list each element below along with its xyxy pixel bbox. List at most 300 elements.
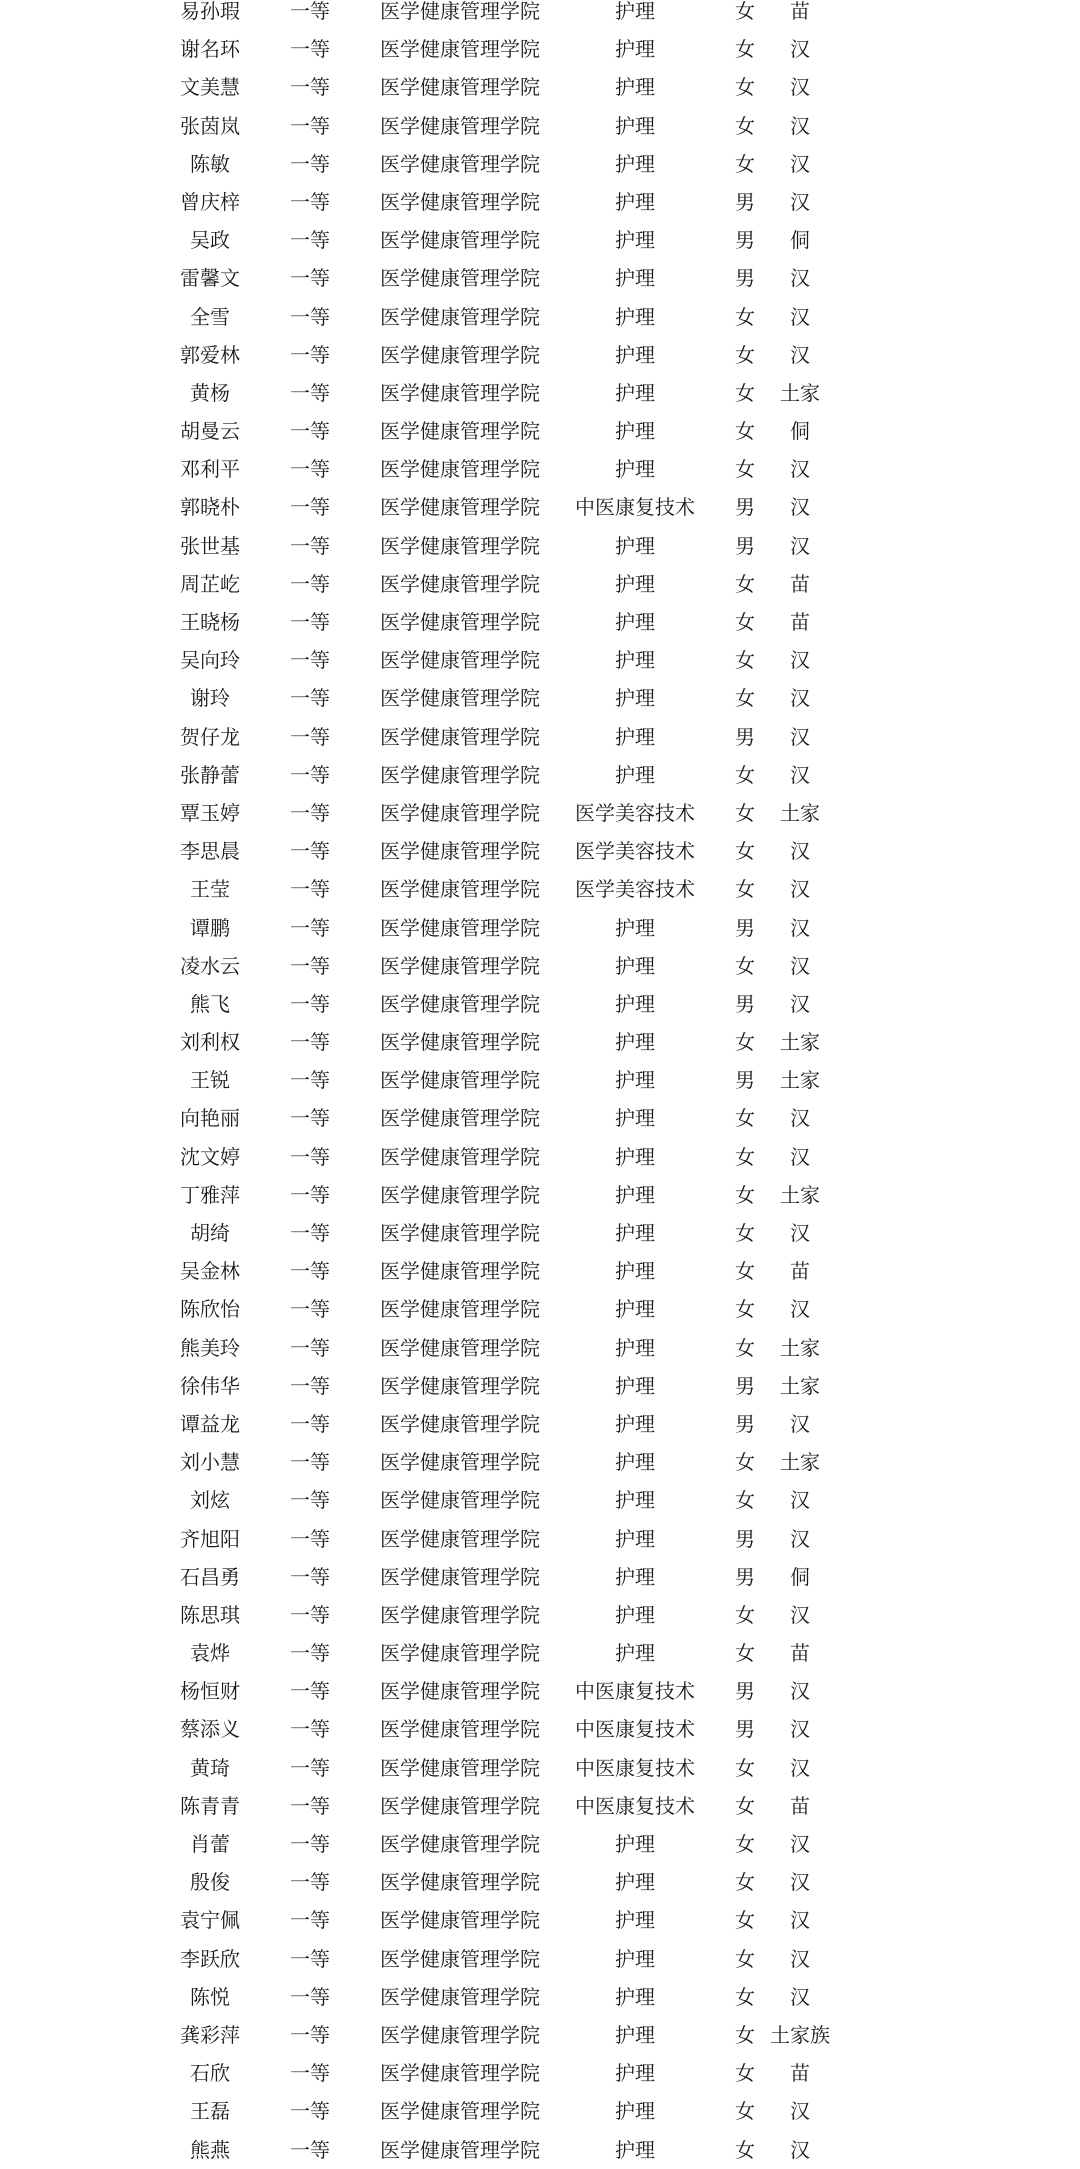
award-level: 一等 [290, 953, 330, 978]
ethnicity: 汉 [790, 991, 810, 1016]
gender: 男 [735, 724, 755, 749]
major-name: 护理 [615, 0, 655, 23]
student-name: 胡曼云 [180, 419, 240, 444]
gender: 女 [735, 1259, 755, 1284]
major-name: 医学美容技术 [575, 877, 695, 902]
student-name: 陈悦 [190, 1984, 230, 2009]
table-row [0, 2131, 1080, 2169]
award-level: 一等 [290, 1488, 330, 1513]
student-name: 熊美玲 [180, 1335, 240, 1360]
table-row [0, 259, 1080, 297]
ethnicity: 汉 [790, 953, 810, 978]
student-name: 袁宁佩 [180, 1908, 240, 1933]
table-row [0, 1214, 1080, 1252]
college-name: 医学健康管理学院 [380, 533, 540, 558]
major-name: 护理 [615, 1564, 655, 1589]
college-name: 医学健康管理学院 [380, 1564, 540, 1589]
student-name: 雷馨文 [180, 266, 240, 291]
college-name: 医学健康管理学院 [380, 571, 540, 596]
major-name: 护理 [615, 1068, 655, 1093]
major-name: 护理 [615, 1488, 655, 1513]
ethnicity: 汉 [790, 1221, 810, 1245]
ethnicity: 汉 [790, 2099, 810, 2124]
gender: 女 [735, 1984, 755, 2009]
award-level: 一等 [290, 1870, 330, 1895]
table-row [0, 641, 1080, 679]
gender: 男 [735, 1564, 755, 1589]
ethnicity: 汉 [790, 1602, 810, 1627]
award-level: 一等 [290, 1068, 330, 1093]
table-row [0, 1252, 1080, 1290]
student-name: 凌水云 [180, 953, 240, 978]
major-name: 护理 [615, 1373, 655, 1398]
ethnicity: 汉 [790, 1984, 810, 2009]
table-row [0, 1481, 1080, 1519]
table-row [0, 909, 1080, 947]
table-row [0, 145, 1080, 183]
college-name: 医学健康管理学院 [380, 915, 540, 940]
gender: 女 [735, 686, 755, 711]
award-level: 一等 [290, 610, 330, 634]
major-name: 护理 [615, 113, 655, 138]
table-row [0, 1787, 1080, 1825]
college-name: 医学健康管理学院 [380, 1908, 540, 1933]
student-name: 张静蕾 [180, 762, 240, 787]
gender: 女 [735, 800, 755, 825]
gender: 女 [735, 571, 755, 596]
major-name: 护理 [615, 1030, 655, 1055]
college-name: 医学健康管理学院 [380, 1870, 540, 1895]
student-name: 谭鹏 [190, 915, 230, 940]
award-level: 一等 [290, 113, 330, 138]
table-row [0, 1863, 1080, 1901]
gender: 女 [735, 1030, 755, 1055]
award-level: 一等 [290, 1755, 330, 1780]
ethnicity: 汉 [790, 1106, 810, 1131]
college-name: 医学健康管理学院 [380, 839, 540, 864]
college-name: 医学健康管理学院 [380, 151, 540, 176]
student-name: 吴向玲 [180, 648, 240, 673]
gender: 女 [735, 1793, 755, 1818]
gender: 女 [735, 877, 755, 902]
table-row [0, 985, 1080, 1023]
college-name: 医学健康管理学院 [380, 304, 540, 329]
college-name: 医学健康管理学院 [380, 686, 540, 711]
college-name: 医学健康管理学院 [380, 1030, 540, 1055]
award-level: 一等 [290, 1297, 330, 1322]
table-row [0, 1596, 1080, 1634]
table-row [0, 30, 1080, 68]
ethnicity: 土家 [780, 1182, 820, 1207]
student-name: 王莹 [190, 877, 230, 902]
table-row [0, 183, 1080, 221]
ethnicity: 汉 [790, 1870, 810, 1895]
award-level: 一等 [290, 1106, 330, 1131]
ethnicity: 苗 [790, 2061, 810, 2086]
award-level: 一等 [290, 533, 330, 558]
award-level: 一等 [290, 2137, 330, 2162]
student-name: 张世基 [180, 533, 240, 558]
gender: 女 [735, 1870, 755, 1895]
award-level: 一等 [290, 1259, 330, 1284]
table-row [0, 68, 1080, 106]
major-name: 护理 [615, 762, 655, 787]
table-row [0, 1520, 1080, 1558]
student-name: 殷俊 [190, 1870, 230, 1895]
ethnicity: 汉 [790, 533, 810, 558]
major-name: 护理 [615, 1450, 655, 1475]
college-name: 医学健康管理学院 [380, 877, 540, 902]
gender: 女 [735, 0, 755, 23]
major-name: 护理 [615, 915, 655, 940]
gender: 女 [735, 1488, 755, 1513]
award-level: 一等 [290, 419, 330, 444]
award-level: 一等 [290, 1908, 330, 1933]
college-name: 医学健康管理学院 [380, 1297, 540, 1322]
college-name: 医学健康管理学院 [380, 380, 540, 405]
major-name: 护理 [615, 2061, 655, 2086]
award-level: 一等 [290, 1373, 330, 1398]
gender: 男 [735, 495, 755, 520]
gender: 男 [735, 533, 755, 558]
student-name: 肖蕾 [190, 1832, 230, 1856]
college-name: 医学健康管理学院 [380, 189, 540, 214]
ethnicity: 侗 [790, 1564, 810, 1589]
major-name: 中医康复技术 [575, 1679, 695, 1704]
ethnicity: 汉 [790, 1717, 810, 1742]
major-name: 护理 [615, 648, 655, 673]
student-name: 沈文婷 [180, 1144, 240, 1169]
table-row [0, 488, 1080, 526]
award-level: 一等 [290, 800, 330, 825]
ethnicity: 土家 [780, 1450, 820, 1475]
award-level: 一等 [290, 1182, 330, 1207]
table-row [0, 603, 1080, 641]
table-row [0, 1710, 1080, 1748]
college-name: 医学健康管理学院 [380, 495, 540, 520]
gender: 女 [735, 1641, 755, 1666]
student-name: 丁雅萍 [180, 1182, 240, 1207]
table-row [0, 1405, 1080, 1443]
college-name: 医学健康管理学院 [380, 991, 540, 1016]
student-name: 曾庆梓 [180, 189, 240, 214]
gender: 女 [735, 1297, 755, 1322]
award-level: 一等 [290, 915, 330, 940]
college-name: 医学健康管理学院 [380, 1526, 540, 1551]
ethnicity: 汉 [790, 1755, 810, 1780]
major-name: 护理 [615, 991, 655, 1016]
table-row [0, 374, 1080, 412]
award-level: 一等 [290, 380, 330, 405]
major-name: 护理 [615, 457, 655, 482]
table-row [0, 1329, 1080, 1367]
gender: 男 [735, 189, 755, 214]
student-name: 熊燕 [190, 2137, 230, 2162]
table-row [0, 679, 1080, 717]
college-name: 医学健康管理学院 [380, 1832, 540, 1856]
table-row [0, 1634, 1080, 1672]
major-name: 护理 [615, 1221, 655, 1245]
table-row [0, 1978, 1080, 2016]
gender: 女 [735, 762, 755, 787]
gender: 女 [735, 1182, 755, 1207]
ethnicity: 汉 [790, 1526, 810, 1551]
table-row [0, 832, 1080, 870]
gender: 男 [735, 991, 755, 1016]
gender: 男 [735, 1717, 755, 1742]
major-name: 护理 [615, 1106, 655, 1131]
college-name: 医学健康管理学院 [380, 800, 540, 825]
college-name: 医学健康管理学院 [380, 75, 540, 100]
college-name: 医学健康管理学院 [380, 2022, 540, 2047]
gender: 女 [735, 1602, 755, 1627]
gender: 女 [735, 342, 755, 367]
college-name: 医学健康管理学院 [380, 1755, 540, 1780]
gender: 女 [735, 1335, 755, 1360]
major-name: 护理 [615, 724, 655, 749]
major-name: 护理 [615, 1946, 655, 1971]
major-name: 中医康复技术 [575, 1755, 695, 1780]
award-level: 一等 [290, 1450, 330, 1475]
major-name: 医学美容技术 [575, 800, 695, 825]
college-name: 医学健康管理学院 [380, 228, 540, 253]
ethnicity: 汉 [790, 37, 810, 62]
table-row [0, 1825, 1080, 1863]
major-name: 护理 [615, 189, 655, 214]
gender: 男 [735, 228, 755, 253]
major-name: 护理 [615, 1411, 655, 1436]
award-level: 一等 [290, 648, 330, 673]
ethnicity: 土家 [780, 380, 820, 405]
college-name: 医学健康管理学院 [380, 457, 540, 482]
table-row [0, 450, 1080, 488]
award-level: 一等 [290, 991, 330, 1016]
award-level: 一等 [290, 762, 330, 787]
award-level: 一等 [290, 342, 330, 367]
college-name: 医学健康管理学院 [380, 0, 540, 23]
award-level: 一等 [290, 1030, 330, 1055]
student-name: 黄杨 [190, 380, 230, 405]
gender: 女 [735, 1450, 755, 1475]
award-level: 一等 [290, 304, 330, 329]
college-name: 医学健康管理学院 [380, 953, 540, 978]
award-level: 一等 [290, 571, 330, 596]
gender: 女 [735, 151, 755, 176]
table-row [0, 1290, 1080, 1328]
ethnicity: 苗 [790, 0, 810, 23]
student-name: 王锐 [190, 1068, 230, 1093]
award-level: 一等 [290, 1717, 330, 1742]
table-row [0, 2016, 1080, 2054]
award-level: 一等 [290, 2022, 330, 2047]
gender: 男 [735, 1526, 755, 1551]
award-level: 一等 [290, 457, 330, 482]
college-name: 医学健康管理学院 [380, 1144, 540, 1169]
award-level: 一等 [290, 75, 330, 100]
ethnicity: 苗 [790, 571, 810, 596]
table-row [0, 1940, 1080, 1978]
college-name: 医学健康管理学院 [380, 1450, 540, 1475]
college-name: 医学健康管理学院 [380, 266, 540, 291]
student-name: 覃玉婷 [180, 800, 240, 825]
award-level: 一等 [290, 686, 330, 711]
award-level: 一等 [290, 1144, 330, 1169]
student-name: 熊飞 [190, 991, 230, 1016]
student-name: 李思晨 [180, 839, 240, 864]
major-name: 医学美容技术 [575, 839, 695, 864]
major-name: 护理 [615, 1259, 655, 1284]
student-name: 黄琦 [190, 1755, 230, 1780]
ethnicity: 土家 [780, 1373, 820, 1398]
student-name: 全雪 [190, 304, 230, 329]
table-row [0, 1901, 1080, 1939]
student-name: 陈欣怡 [180, 1297, 240, 1322]
award-level: 一等 [290, 189, 330, 214]
gender: 女 [735, 2061, 755, 2086]
college-name: 医学健康管理学院 [380, 342, 540, 367]
major-name: 护理 [615, 2022, 655, 2047]
gender: 女 [735, 113, 755, 138]
ethnicity: 汉 [790, 113, 810, 138]
ethnicity: 苗 [790, 1641, 810, 1666]
award-level: 一等 [290, 37, 330, 62]
student-name: 王晓杨 [180, 610, 240, 634]
table-row [0, 718, 1080, 756]
major-name: 护理 [615, 266, 655, 291]
college-name: 医学健康管理学院 [380, 1984, 540, 2009]
table-row [0, 1367, 1080, 1405]
table-row [0, 1099, 1080, 1137]
table-row [0, 0, 1080, 30]
award-level: 一等 [290, 0, 330, 23]
student-name: 袁烨 [190, 1641, 230, 1666]
award-level: 一等 [290, 1641, 330, 1666]
ethnicity: 汉 [790, 724, 810, 749]
college-name: 医学健康管理学院 [380, 1182, 540, 1207]
college-name: 医学健康管理学院 [380, 1411, 540, 1436]
major-name: 护理 [615, 1182, 655, 1207]
gender: 女 [735, 2022, 755, 2047]
ethnicity: 汉 [790, 648, 810, 673]
college-name: 医学健康管理学院 [380, 762, 540, 787]
major-name: 护理 [615, 1144, 655, 1169]
ethnicity: 汉 [790, 915, 810, 940]
gender: 男 [735, 1679, 755, 1704]
gender: 女 [735, 1106, 755, 1131]
table-row [0, 794, 1080, 832]
major-name: 护理 [615, 1641, 655, 1666]
gender: 女 [735, 2137, 755, 2162]
major-name: 中医康复技术 [575, 1717, 695, 1742]
table-row [0, 1443, 1080, 1481]
ethnicity: 汉 [790, 2137, 810, 2162]
major-name: 护理 [615, 342, 655, 367]
student-name: 杨恒财 [180, 1679, 240, 1704]
ethnicity: 苗 [790, 610, 810, 634]
major-name: 护理 [615, 953, 655, 978]
college-name: 医学健康管理学院 [380, 1221, 540, 1245]
ethnicity: 苗 [790, 1259, 810, 1284]
student-name: 郭爱林 [180, 342, 240, 367]
gender: 女 [735, 839, 755, 864]
major-name: 护理 [615, 571, 655, 596]
ethnicity: 土家族 [770, 2022, 830, 2047]
award-level: 一等 [290, 2061, 330, 2086]
award-level: 一等 [290, 1564, 330, 1589]
ethnicity: 汉 [790, 762, 810, 787]
table-row [0, 1749, 1080, 1787]
ethnicity: 汉 [790, 686, 810, 711]
ethnicity: 汉 [790, 1411, 810, 1436]
table-row [0, 2092, 1080, 2130]
gender: 男 [735, 915, 755, 940]
table-row [0, 1023, 1080, 1061]
award-level: 一等 [290, 1832, 330, 1856]
major-name: 护理 [615, 1984, 655, 2009]
student-name: 刘炫 [190, 1488, 230, 1513]
gender: 女 [735, 37, 755, 62]
college-name: 医学健康管理学院 [380, 1641, 540, 1666]
award-level: 一等 [290, 1221, 330, 1245]
ethnicity: 侗 [790, 419, 810, 444]
major-name: 护理 [615, 37, 655, 62]
ethnicity: 汉 [790, 266, 810, 291]
award-level: 一等 [290, 1335, 330, 1360]
gender: 男 [735, 266, 755, 291]
college-name: 医学健康管理学院 [380, 2137, 540, 2162]
college-name: 医学健康管理学院 [380, 610, 540, 634]
student-name: 文美慧 [180, 75, 240, 100]
ethnicity: 侗 [790, 228, 810, 253]
ethnicity: 汉 [790, 1144, 810, 1169]
ethnicity: 汉 [790, 1679, 810, 1704]
ethnicity: 土家 [780, 1030, 820, 1055]
table-row [0, 1176, 1080, 1214]
table-row [0, 1061, 1080, 1099]
ethnicity: 汉 [790, 877, 810, 902]
student-name: 王磊 [190, 2099, 230, 2124]
major-name: 中医康复技术 [575, 1793, 695, 1818]
major-name: 护理 [615, 2099, 655, 2124]
award-level: 一等 [290, 495, 330, 520]
award-level: 一等 [290, 151, 330, 176]
student-name: 张茵岚 [180, 113, 240, 138]
major-name: 中医康复技术 [575, 495, 695, 520]
ethnicity: 土家 [780, 800, 820, 825]
college-name: 医学健康管理学院 [380, 1946, 540, 1971]
gender: 女 [735, 75, 755, 100]
ethnicity: 汉 [790, 457, 810, 482]
student-name: 谢玲 [190, 686, 230, 711]
college-name: 医学健康管理学院 [380, 1602, 540, 1627]
student-name: 吴金林 [180, 1259, 240, 1284]
gender: 女 [735, 1832, 755, 1856]
college-name: 医学健康管理学院 [380, 1068, 540, 1093]
major-name: 护理 [615, 686, 655, 711]
ethnicity: 汉 [790, 1297, 810, 1322]
student-name: 陈思琪 [180, 1602, 240, 1627]
college-name: 医学健康管理学院 [380, 1335, 540, 1360]
table-row [0, 1138, 1080, 1176]
student-name: 蔡添义 [180, 1717, 240, 1742]
student-name: 易孙瑕 [180, 0, 240, 23]
table-row [0, 565, 1080, 603]
gender: 女 [735, 304, 755, 329]
table-row [0, 221, 1080, 259]
student-name: 陈敏 [190, 151, 230, 176]
student-name: 周芷屹 [180, 571, 240, 596]
ethnicity: 汉 [790, 1832, 810, 1856]
